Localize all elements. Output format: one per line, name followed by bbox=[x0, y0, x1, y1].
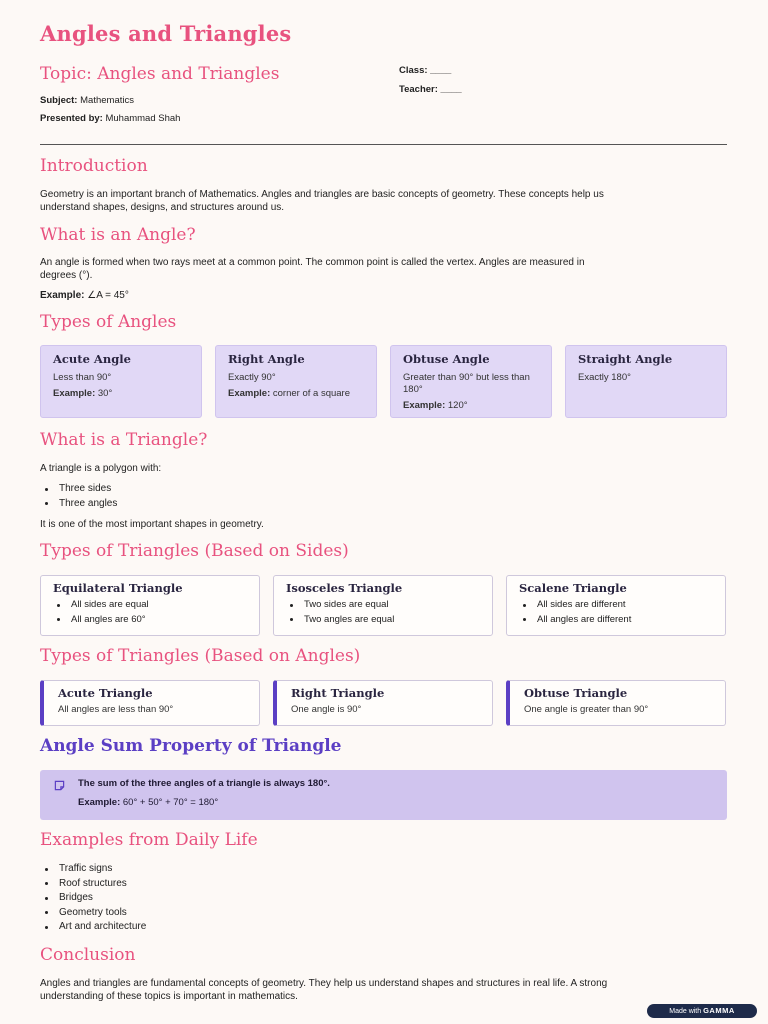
daily-life-heading: Examples from Daily Life bbox=[40, 830, 258, 850]
triangles-angles-heading: Types of Triangles (Based on Angles) bbox=[40, 646, 361, 666]
example-label: Example: bbox=[228, 388, 271, 399]
angle-heading: What is an Angle? bbox=[40, 225, 196, 245]
example-value: corner of a square bbox=[272, 388, 350, 399]
card-bullets bbox=[519, 598, 713, 627]
card-title: Acute Angle bbox=[53, 352, 131, 366]
card-description: All angles are less than 90° bbox=[58, 704, 174, 715]
angle-sum-callout bbox=[40, 770, 727, 820]
presenter-value: Muhammad Shah bbox=[105, 113, 181, 124]
angle-sum-example bbox=[78, 797, 715, 808]
card-title: Right Angle bbox=[228, 352, 305, 366]
example-label: Example: bbox=[78, 797, 121, 808]
triangle-heading: What is a Triangle? bbox=[40, 430, 208, 450]
example-value: 120° bbox=[447, 400, 468, 411]
list-item: Traffic signs bbox=[41, 862, 146, 877]
card-example bbox=[53, 388, 189, 400]
angle-example bbox=[40, 289, 129, 302]
card-description: Exactly 180° bbox=[578, 372, 631, 383]
subject-label: Subject: bbox=[40, 95, 78, 106]
angle-sum-statement: The sum of the three angles of a triangle is always 180°. bbox=[78, 778, 330, 789]
acute-angle-card bbox=[40, 345, 202, 418]
card-title: Acute Triangle bbox=[58, 686, 153, 700]
card-description: Less than 90° bbox=[53, 372, 112, 383]
card-title: Scalene Triangle bbox=[519, 581, 627, 595]
list-item: Three sides bbox=[41, 482, 117, 497]
presenter-line bbox=[40, 112, 180, 125]
presenter-label: Presented by: bbox=[40, 113, 103, 124]
class-field: Class: ____ bbox=[399, 65, 452, 76]
subject-line bbox=[40, 94, 134, 107]
angle-example-value: ∠A = 45° bbox=[87, 290, 129, 301]
list-item: Roof structures bbox=[41, 877, 146, 892]
angle-example-label: Example: bbox=[40, 290, 85, 301]
list-item: All sides are different bbox=[519, 598, 713, 613]
header-divider bbox=[40, 144, 727, 145]
conclusion-heading: Conclusion bbox=[40, 945, 136, 965]
list-item: Two sides are equal bbox=[286, 598, 480, 613]
gamma-logo-text: GAMMA bbox=[703, 1006, 735, 1015]
list-item: Art and architecture bbox=[41, 920, 146, 935]
made-with-gamma-badge[interactable] bbox=[647, 1004, 757, 1018]
list-item: Geometry tools bbox=[41, 906, 146, 921]
equilateral-triangle-card bbox=[40, 575, 260, 636]
right-angle-card bbox=[215, 345, 377, 418]
list-item: All angles are different bbox=[519, 613, 713, 628]
card-description: Greater than 90° but less than 180° bbox=[403, 372, 530, 395]
types-of-angles-heading: Types of Angles bbox=[40, 312, 177, 332]
scalene-triangle-card bbox=[506, 575, 726, 636]
card-description: One angle is 90° bbox=[291, 704, 362, 715]
example-label: Example: bbox=[403, 400, 446, 411]
angle-line-1: An angle is formed when two rays meet at a common point. The common point is called the vertex. Angles are measured in bbox=[40, 257, 585, 268]
document-title: Angles and Triangles bbox=[40, 21, 292, 46]
triangle-intro: A triangle is a polygon with: bbox=[40, 463, 162, 474]
introduction-line-2: understand shapes, designs, and structures around us. bbox=[40, 202, 285, 213]
card-example bbox=[228, 388, 364, 400]
daily-life-bullets bbox=[41, 862, 146, 935]
topic-heading: Topic: Angles and Triangles bbox=[40, 64, 280, 84]
card-title: Right Triangle bbox=[291, 686, 385, 700]
card-bullets bbox=[53, 598, 247, 627]
card-title: Isosceles Triangle bbox=[286, 581, 403, 595]
triangle-bullets bbox=[41, 482, 117, 511]
triangles-sides-heading: Types of Triangles (Based on Sides) bbox=[40, 541, 349, 561]
teacher-field: Teacher: ____ bbox=[399, 84, 462, 95]
example-value: 60° + 50° + 70° = 180° bbox=[122, 797, 219, 808]
conclusion-line-2: understanding of these topics is important in mathematics. bbox=[40, 991, 298, 1002]
introduction-line-1: Geometry is an important branch of Mathematics. Angles and triangles are basic concepts of geometry. These concepts help us bbox=[40, 189, 604, 200]
badge-prefix: Made with bbox=[669, 1008, 702, 1015]
example-label: Example: bbox=[53, 388, 96, 399]
card-title: Obtuse Triangle bbox=[524, 686, 628, 700]
list-item: Two angles are equal bbox=[286, 613, 480, 628]
card-title: Straight Angle bbox=[578, 352, 673, 366]
list-item: Three angles bbox=[41, 497, 117, 512]
card-description: Exactly 90° bbox=[228, 372, 276, 383]
example-value: 30° bbox=[97, 388, 113, 399]
conclusion-text bbox=[40, 977, 607, 1003]
straight-angle-card bbox=[565, 345, 727, 418]
isosceles-triangle-card bbox=[273, 575, 493, 636]
list-item: Bridges bbox=[41, 891, 146, 906]
card-title: Equilateral Triangle bbox=[53, 581, 183, 595]
obtuse-angle-card bbox=[390, 345, 552, 418]
card-bullets bbox=[286, 598, 480, 627]
subject-value: Mathematics bbox=[80, 95, 134, 106]
obtuse-triangle-card bbox=[506, 680, 726, 726]
angle-text bbox=[40, 256, 585, 282]
card-description: One angle is greater than 90° bbox=[524, 704, 649, 715]
angle-line-2: degrees (°). bbox=[40, 270, 93, 281]
card-example bbox=[403, 400, 539, 412]
introduction-text bbox=[40, 188, 604, 214]
introduction-heading: Introduction bbox=[40, 156, 148, 176]
list-item: All angles are 60° bbox=[53, 613, 247, 628]
list-item: All sides are equal bbox=[53, 598, 247, 613]
triangle-closing: It is one of the most important shapes in geometry. bbox=[40, 519, 264, 530]
note-icon bbox=[54, 780, 65, 791]
acute-triangle-card bbox=[40, 680, 260, 726]
angle-sum-heading: Angle Sum Property of Triangle bbox=[40, 736, 342, 756]
right-triangle-card bbox=[273, 680, 493, 726]
conclusion-line-1: Angles and triangles are fundamental concepts of geometry. They help us understand shapes and structures in real life. A strong bbox=[40, 978, 608, 989]
card-title: Obtuse Angle bbox=[403, 352, 490, 366]
